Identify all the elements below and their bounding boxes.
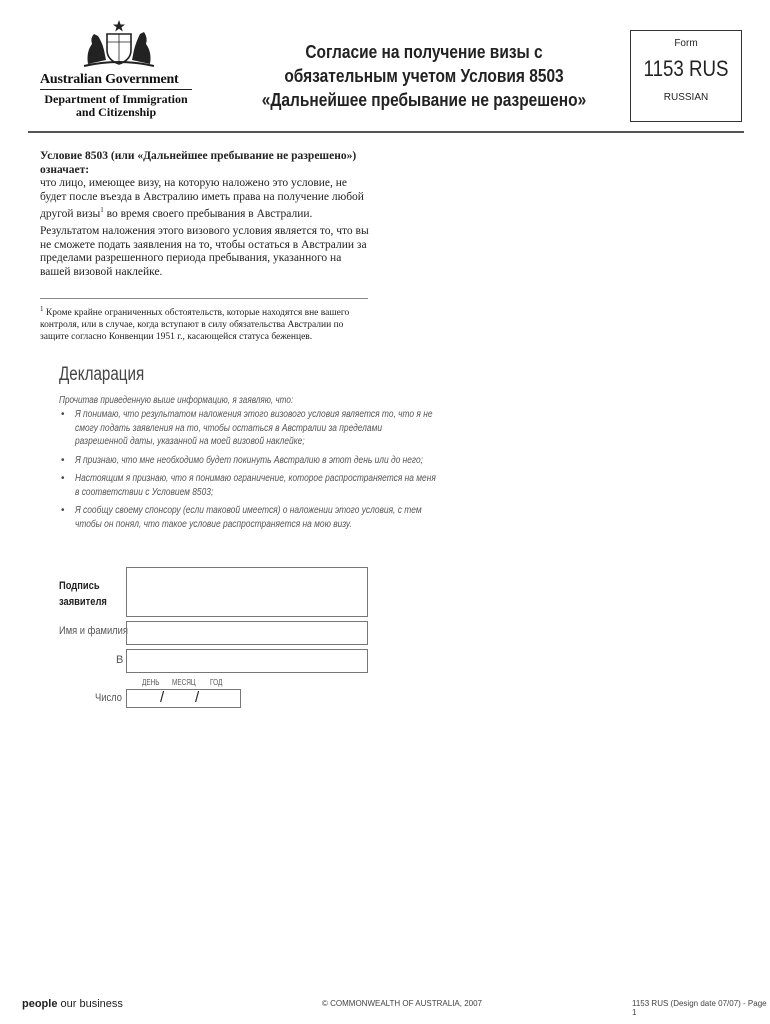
date-separator: /	[195, 689, 200, 706]
date-field[interactable]	[126, 689, 241, 708]
declaration-title: Декларация	[59, 364, 145, 385]
month-label: МЕСЯЦ	[172, 678, 196, 687]
footer-brand-rest: our business	[57, 998, 123, 1010]
form-id-box	[630, 30, 742, 122]
bullet-icon: •	[61, 473, 65, 484]
condition-paragraph-2: Результатом наложения этого визового условия является то, что вы не сможете подать заявления на то, чтобы остаться в Австралии за пределами разрешенного периода пребывания, указанного на вашей визовой наклейке.	[40, 225, 369, 278]
list-item	[59, 504, 439, 531]
bullet-icon: •	[61, 454, 65, 466]
declaration-list	[59, 408, 439, 536]
place-field[interactable]	[126, 649, 368, 673]
government-name: Australian Government	[40, 72, 179, 87]
footnote-number: 1	[40, 305, 44, 313]
declaration-item-1: Я понимаю, что результатом наложения этого визового условия является то, что я не смогу подать заявления на то, чтобы остаться в Австралии за пределами разрешенной даты, указанной на моей визовой наклейке;	[75, 409, 433, 447]
condition-paragraph-1-end: во время своего пребывания в Австралии.	[103, 207, 313, 220]
date-label: Число	[95, 692, 122, 704]
declaration-item-3: Настоящим я признаю, что я понимаю ограничение, которое распространяется на меня в соответствии с Условием 8503;	[75, 473, 436, 498]
date-separator: /	[160, 689, 165, 706]
declaration-item-2: Я признаю, что мне необходимо будет покинуть Австралию в этот день или до него;	[75, 454, 423, 466]
signature-field[interactable]	[126, 567, 368, 617]
footer-page-info: 1153 RUS (Design date 07/07) - Page 1	[632, 999, 767, 1017]
condition-section	[40, 150, 370, 283]
year-label: ГОД	[210, 678, 223, 687]
header-divider	[28, 131, 744, 133]
name-label: Имя и фамилия	[59, 625, 128, 637]
footnote-mark: 1	[100, 206, 104, 214]
title-line-2: обязательным учетом Условия 8503	[284, 66, 564, 86]
form-label: Form	[674, 38, 698, 49]
condition-paragraph-1	[40, 177, 370, 221]
department-line-1: Department of Immigration	[44, 92, 188, 106]
signature-label-line-1: Подпись	[59, 580, 100, 592]
bullet-icon: •	[61, 409, 65, 420]
name-field[interactable]	[126, 621, 368, 645]
australian-coat-of-arms-icon	[80, 18, 158, 70]
declaration-intro: Прочитав приведенную выше информацию, я заявляю, что:	[59, 395, 294, 406]
list-item	[59, 454, 439, 468]
footer-copyright: © COMMONWEALTH OF AUSTRALIA, 2007	[322, 999, 482, 1008]
title-line-1: Согласие на получение визы с	[305, 42, 543, 62]
department-name	[40, 93, 192, 119]
government-divider	[40, 89, 192, 90]
declaration-item-4: Я сообщу своему спонсору (если таковой имеется) о наложении этого условия, с тем чтобы он понял, что такое условие распространяется на мою визу.	[75, 505, 422, 530]
list-item	[59, 472, 439, 499]
title-line-3: «Дальнейшее пребывание не разрешено»	[261, 90, 587, 110]
footnote	[40, 303, 370, 343]
footnote-text: Кроме крайне ограниченных обстоятельств, которые находятся вне вашего контроля, или в случае, когда вступают в силу обязательства Австралии по защите согласно Конвенции 1951 г., касающейся статуса беженцев.	[40, 308, 350, 343]
bullet-icon: •	[61, 505, 65, 516]
signature-label-line-2: заявителя	[59, 596, 107, 608]
footer-brand	[22, 998, 123, 1010]
place-label: В	[116, 654, 124, 666]
form-title	[255, 40, 592, 112]
condition-paragraph-1-text: что лицо, имеющее визу, на которую наложено это условие, не будет после въезда в Австралию иметь права на получение любой другой визы	[40, 177, 364, 220]
list-item	[59, 408, 439, 449]
condition-heading: Условие 8503 (или «Дальнейшее пребывание не разрешено») означает:	[40, 150, 357, 176]
footnote-divider	[40, 298, 368, 299]
department-line-2: and Citizenship	[75, 105, 157, 119]
signature-label	[59, 578, 107, 610]
day-label: ДЕНЬ	[142, 678, 160, 687]
footer-brand-bold: people	[22, 998, 58, 1010]
form-language: RUSSIAN	[663, 92, 709, 103]
form-code: 1153 RUS	[643, 56, 729, 81]
